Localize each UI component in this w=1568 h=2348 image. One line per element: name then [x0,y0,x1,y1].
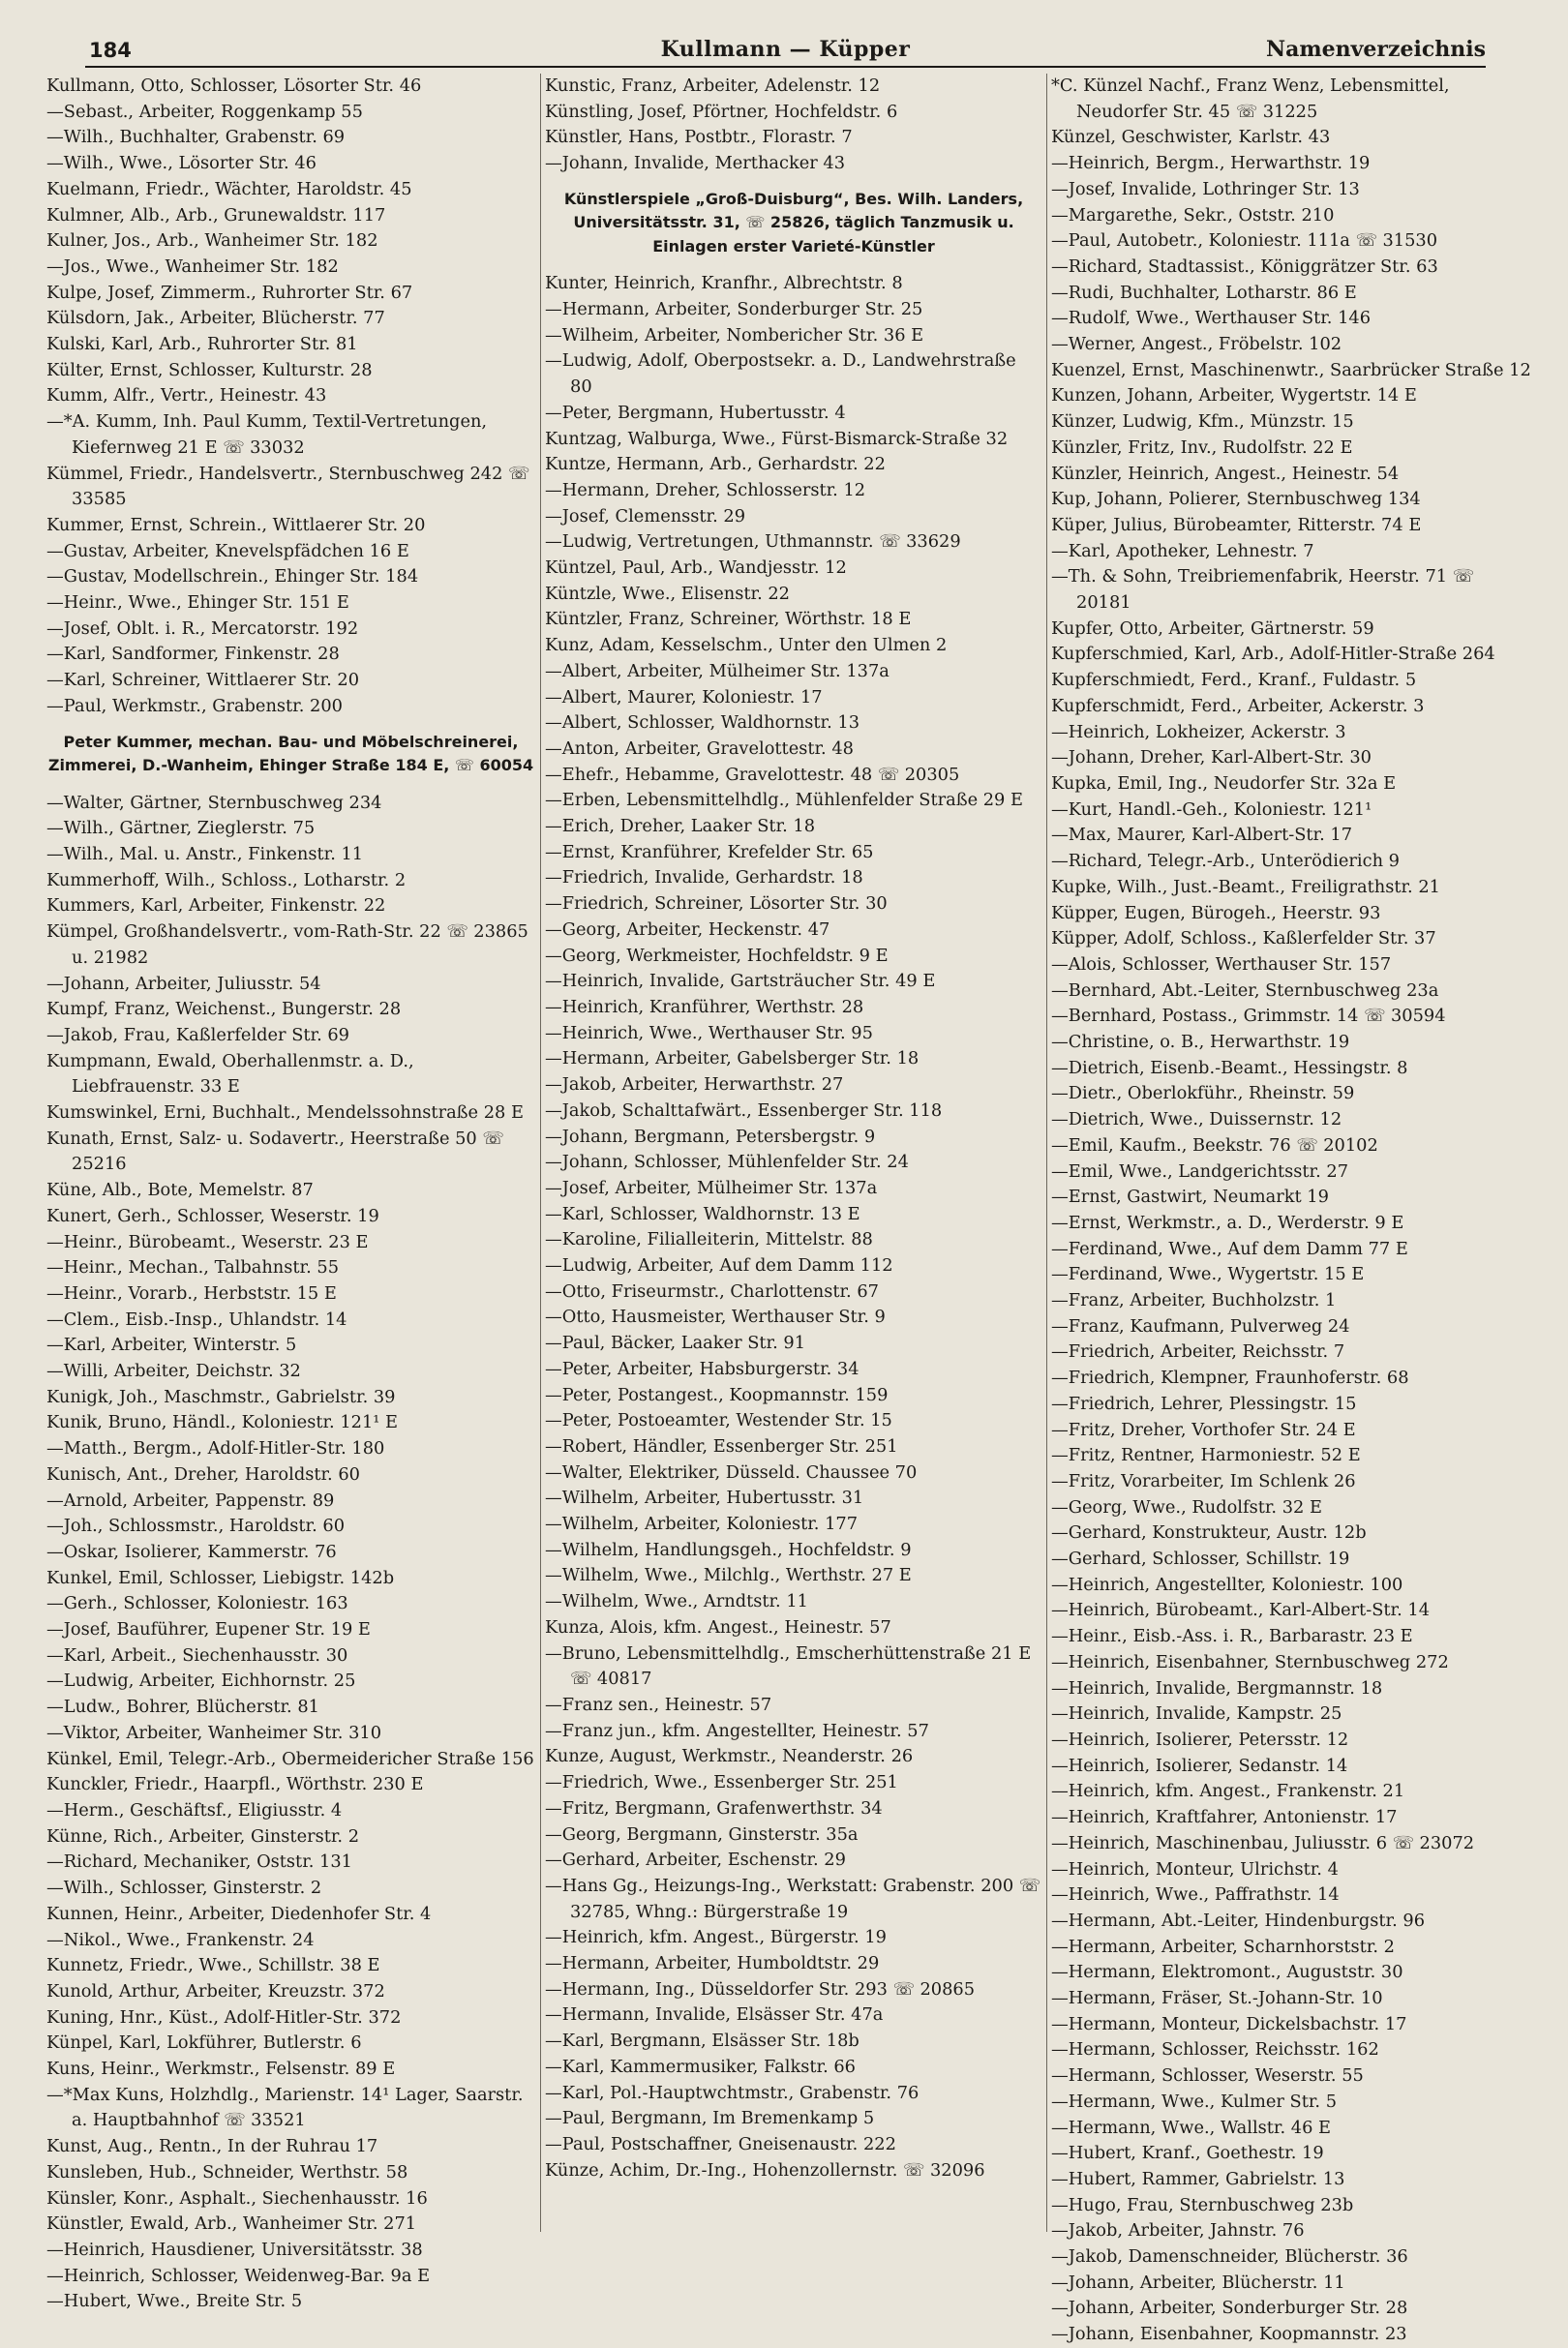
directory-entry: Külsdorn, Jak., Arbeiter, Blücherstr. 77 [46,308,385,329]
directory-entry: —Franz sen., Heinestr. 57 [545,1694,772,1715]
directory-entry: —Alois, Schlosser, Werthauser Str. 157 [1051,953,1392,975]
directory-entry: —Ernst, Kranführer, Krefelder Str. 65 [545,841,874,862]
directory-entry: Küper, Julius, Bürobeamter, Ritterstr. 74 E [1051,514,1422,535]
directory-entry: —Joh., Schlossmstr., Haroldstr. 60 [46,1516,346,1537]
directory-entry: —Johann, Arbeiter, Sonderburger Str. 28 [1051,2298,1408,2319]
directory-entry: —Walter, Gärtner, Sternbuschweg 234 [46,792,382,813]
directory-entry: Kunigk, Joh., Maschmstr., Gabrielstr. 39 [46,1386,396,1407]
directory-entry: —Clem., Eisb.-Insp., Uhlandstr. 14 [46,1309,347,1330]
directory-entry: —Bernhard, Abt.-Leiter, Sternbuschweg 23a [1051,979,1439,1001]
directory-entry: —Hermann, Schlosser, Reichsstr. 162 [1051,2039,1379,2061]
directory-entry: —Fritz, Dreher, Vorthofer Str. 24 E [1051,1419,1356,1440]
directory-entry: —Friedrich, Invalide, Gerhardstr. 18 [545,867,863,888]
directory-entry: —Johann, Arbeiter, Blücherstr. 11 [1051,2272,1345,2293]
directory-entry: —Jakob, Arbeiter, Jahnstr. 76 [1051,2220,1305,2242]
directory-entry: —Hugo, Frau, Sternbuschweg 23b [1051,2194,1354,2215]
directory-entry: Kumm, Alfr., Vertr., Heinestr. 43 [46,385,327,406]
directory-entry: —Paul, Postschaffner, Gneisenaustr. 222 [545,2133,896,2154]
directory-entry: —Paul, Bäcker, Laaker Str. 91 [545,1333,806,1354]
directory-entry: Kupferschmiedt, Ferd., Kranf., Fuldastr. 5 [1051,670,1417,691]
directory-entry: —Bruno, Lebensmittelhdlg., Emscherhüttenstraße 21 E ☏ 40817 [545,1642,1032,1690]
directory-entry: —Hermann, Schlosser, Weserstr. 55 [1051,2065,1364,2087]
directory-entry: —Hermann, Arbeiter, Humboldtstr. 29 [545,1953,880,1974]
directory-entry: —Richard, Mechaniker, Oststr. 131 [46,1851,352,1873]
directory-entry: —Heinr., Mechan., Talbahnstr. 55 [46,1257,340,1279]
directory-entry: Kup, Johann, Polierer, Sternbuschweg 134 [1051,489,1421,510]
directory-entry: —Hubert, Kranf., Goethestr. 19 [1051,2143,1324,2164]
directory-entry: —Wilhelm, Handlungsgeh., Hochfeldstr. 9 [545,1539,912,1560]
directory-entry: —Hermann, Fräser, St.-Johann-Str. 10 [1051,1988,1383,2009]
directory-entry: Künze, Achim, Dr.-Ing., Hohenzollernstr. ☏ 32096 [545,2159,985,2181]
directory-entry: —Hermann, Dreher, Schlosserstr. 12 [545,479,866,500]
directory-entry: —Georg, Werkmeister, Hochfeldstr. 9 E [545,945,889,966]
directory-entry: —Franz, Kaufmann, Pulverweg 24 [1051,1315,1350,1337]
directory-entry: —Sebast., Arbeiter, Roggenkamp 55 [46,101,363,122]
directory-entry: —Hermann, Invalide, Elsässer Str. 47a [545,2004,884,2026]
directory-entry: —Arnold, Arbeiter, Pappenstr. 89 [46,1490,335,1511]
directory-entry: Künzel, Geschwister, Karlstr. 43 [1051,127,1331,148]
directory-entry: —Jakob, Damenschneider, Blücherstr. 36 [1051,2246,1408,2268]
directory-entry: Kunsleben, Hub., Schneider, Werthstr. 58 [46,2161,408,2182]
directory-entry: —Ernst, Werkmstr., a. D., Werderstr. 9 E [1051,1212,1404,1233]
directory-entry: —Franz, Arbeiter, Buchholzstr. 1 [1051,1290,1337,1311]
directory-entry: —Josef, Invalide, Lothringer Str. 13 [1051,178,1360,199]
directory-entry: —Peter, Arbeiter, Habsburgerstr. 34 [545,1358,859,1379]
directory-entry: Kummers, Karl, Arbeiter, Finkenstr. 22 [46,895,386,917]
directory-entry: —Ludwig, Arbeiter, Eichhornstr. 25 [46,1671,356,1692]
directory-entry: —Heinrich, Wwe., Paffrathstr. 14 [1051,1884,1340,1906]
directory-entry: —Georg, Wwe., Rudolfstr. 32 E [1051,1496,1322,1518]
directory-entry: —Hermann, Abt.-Leiter, Hindenburgstr. 96 [1051,1910,1426,1931]
directory-entry: Kullmann, Otto, Schlosser, Lösorter Str. 46 [46,75,422,96]
directory-entry: —Gerhard, Schlosser, Schillstr. 19 [1051,1549,1350,1570]
directory-entry: Kunisch, Ant., Dreher, Haroldstr. 60 [46,1463,360,1485]
directory-entry: Küntzle, Wwe., Elisenstr. 22 [545,583,790,604]
directory-entry: —Max, Maurer, Karl-Albert-Str. 17 [1051,825,1353,846]
directory-entry: —Werner, Angest., Fröbelstr. 102 [1051,334,1342,355]
directory-entry: —Wilh., Wwe., Lösorter Str. 46 [46,153,317,174]
directory-entry: —Paul, Autobetr., Koloniestr. 111a ☏ 31530 [1051,230,1438,252]
directory-entry: —Hermann, Arbeiter, Sonderburger Str. 25 [545,299,923,320]
directory-entry: —Gerhard, Arbeiter, Eschenstr. 29 [545,1850,846,1871]
directory-entry: —Heinrich, Bürobeamt., Karl-Albert-Str. 14 [1051,1600,1431,1621]
directory-entry: —Heinr., Bürobeamt., Weserstr. 23 E [46,1231,369,1252]
directory-entry: —Heinr., Eisb.-Ass. i. R., Barbarastr. 23 E [1051,1626,1413,1647]
directory-entry: —Willi, Arbeiter, Deichstr. 32 [46,1361,301,1382]
column-middle [545,74,1042,2232]
directory-entry: —Jakob, Schalttafwärt., Essenberger Str. 118 [545,1099,943,1121]
directory-entry: —Georg, Bergmann, Ginsterstr. 35a [545,1823,859,1845]
directory-entry: —Oskar, Isolierer, Kammerstr. 76 [46,1541,337,1562]
directory-entry: Künstler, Hans, Postbtr., Florastr. 7 [545,127,853,148]
directory-entry: Künstling, Josef, Pförtner, Hochfeldstr. 6 [545,101,898,122]
directory-entry: Kupke, Wilh., Just.-Beamt., Freiligrathstr. 21 [1051,876,1440,897]
directory-entry: Künkel, Emil, Telegr.-Arb., Obermeidericher Straße 156 [46,1748,534,1769]
directory-entry: Kummerhoff, Wilh., Schloss., Lotharstr. 2 [46,869,407,890]
directory-entry: Künstler, Ewald, Arb., Wanheimer Str. 271 [46,2213,417,2235]
directory-entry: Küne, Alb., Bote, Memelstr. 87 [46,1180,314,1201]
directory-entry: Kunz, Adam, Kesselschm., Unter den Ulmen 2 [545,635,948,656]
directory-entry: —Josef, Clemensstr. 29 [545,505,746,527]
page-title: Kullmann — Küpper [660,37,911,62]
directory-entry: —Heinrich, Schlosser, Weidenweg-Bar. 9a E [46,2265,431,2286]
directory-entry: —Peter, Postoeamter, Westender Str. 15 [545,1410,892,1431]
directory-entry: Künzler, Heinrich, Angest., Heinestr. 54 [1051,463,1400,484]
directory-entry: —Emil, Kaufm., Beekstr. 76 ☏ 20102 [1051,1134,1378,1156]
directory-entry: Kummer, Ernst, Schrein., Wittlaerer Str. 20 [46,514,426,535]
directory-entry: —Rudi, Buchhalter, Lotharstr. 86 E [1051,282,1357,303]
directory-entry: —Dietr., Oberlokführ., Rheinstr. 59 [1051,1083,1355,1104]
directory-entry: —Hubert, Rammer, Gabrielstr. 13 [1051,2168,1345,2189]
directory-entry: —Karl, Arbeiter, Winterstr. 5 [46,1335,297,1356]
directory-entry: —Jakob, Arbeiter, Herwarthstr. 27 [545,1074,844,1096]
directory-entry: —Hermann, Wwe., Wallstr. 46 E [1051,2117,1332,2138]
directory-entry: —Josef, Oblt. i. R., Mercatorstr. 192 [46,617,359,639]
directory-entry: —Heinrich, Invalide, Bergmannstr. 18 [1051,1677,1383,1699]
directory-entry: Kulner, Jos., Arb., Wanheimer Str. 182 [46,230,378,252]
directory-entry: —Friedrich, Arbeiter, Reichsstr. 7 [1051,1341,1345,1363]
directory-entry: Küntzel, Paul, Arb., Wandjesstr. 12 [545,557,847,579]
directory-entry: —Hubert, Wwe., Breite Str. 5 [46,2291,303,2312]
directory-entry: —Heinrich, Maschinenbau, Juliusstr. 6 ☏ 23072 [1051,1832,1475,1853]
directory-entry: —Fritz, Vorarbeiter, Im Schlenk 26 [1051,1470,1356,1491]
directory-entry: —Franz jun., kfm. Angestellter, Heinestr. 57 [545,1720,929,1741]
directory-entry: Kunst, Aug., Rentn., In der Ruhrau 17 [46,2136,378,2157]
directory-entry: Kunnen, Heinr., Arbeiter, Diedenhofer Str. 4 [46,1903,432,1924]
section-title: Namenverzeichnis [1266,37,1486,62]
directory-entry: Kupka, Emil, Ing., Neudorfer Str. 32a E [1051,772,1397,794]
directory-entry: —Ludwig, Adolf, Oberpostsekr. a. D., Landwehrstraße 80 [545,350,1016,398]
directory-entry: —*A. Kumm, Inh. Paul Kumm, Textil-Vertretungen, Kiefernweg 21 E ☏ 33032 [46,411,488,458]
directory-entry: —Rudolf, Wwe., Werthauser Str. 146 [1051,308,1372,329]
directory-entry: —Robert, Händler, Essenberger Str. 251 [545,1435,898,1457]
directory-entry: —Albert, Maurer, Koloniestr. 17 [545,686,823,707]
directory-entry: —Richard, Telegr.-Arb., Unterödierich 9 [1051,851,1400,872]
directory-entry: —Erben, Lebensmittelhdlg., Mühlenfelder Straße 29 E [545,790,1024,811]
directory-entry: —Karoline, Filialleiterin, Mittelstr. 88 [545,1229,873,1250]
directory-entry: Kupferschmied, Karl, Arb., Adolf-Hitler-Straße 264 [1051,644,1495,665]
directory-entry: —*Max Kuns, Holzhdlg., Marienstr. 14¹ Lager, Saarstr. a. Hauptbahnhof ☏ 33521 [46,2084,524,2131]
directory-entry: —Hans Gg., Heizungs-Ing., Werkstatt: Grabenstr. 200 ☏ 32785, Whng.: Bürgerstraße 19 [545,1875,1041,1922]
directory-entry: —Walter, Elektriker, Düsseld. Chaussee 70 [545,1461,918,1483]
directory-entry: —Herm., Geschäftsf., Eligiusstr. 4 [46,1800,343,1821]
directory-entry: Kumpmann, Ewald, Oberhallenmstr. a. D., Liebfrauenstr. 33 E [46,1050,414,1098]
directory-entry: —Otto, Friseurmstr., Charlottenstr. 67 [545,1280,879,1302]
directory-entry: —Johann, Dreher, Karl-Albert-Str. 30 [1051,747,1372,768]
directory-entry: —Friedrich, Schreiner, Lösorter Str. 30 [545,893,888,915]
directory-entry: Külter, Ernst, Schlosser, Kulturstr. 28 [46,359,373,380]
directory-entry: *C. Künzel Nachf., Franz Wenz, Lebensmittel, Neudorfer Str. 45 ☏ 31225 [1051,75,1450,122]
directory-entry: —Ehefr., Hebamme, Gravelottestr. 48 ☏ 20305 [545,764,960,785]
directory-entry: —Otto, Hausmeister, Werthauser Str. 9 [545,1307,886,1328]
directory-entry: —Karl, Sandformer, Finkenstr. 28 [46,644,340,665]
directory-entry: Kunza, Alois, kfm. Angest., Heinestr. 57 [545,1616,891,1638]
directory-entry: —Heinrich, kfm. Angest., Frankenstr. 21 [1051,1781,1405,1802]
column-divider [540,74,541,2232]
directory-entry: —Heinrich, Bergm., Herwarthstr. 19 [1051,153,1371,174]
directory-entry: —Margarethe, Sekr., Oststr. 210 [1051,204,1335,226]
directory-entry: —Wilheim, Arbeiter, Nombericher Str. 36 E [545,324,924,346]
directory-entry: —Heinrich, Kraftfahrer, Antonienstr. 17 [1051,1807,1398,1828]
directory-entry: Küpper, Eugen, Bürogeh., Heerstr. 93 [1051,902,1381,923]
directory-entry: Kunzen, Johann, Arbeiter, Wygertstr. 14 E [1051,385,1417,406]
directory-entry: —Wilh., Schlosser, Ginsterstr. 2 [46,1878,322,1899]
directory-entry: Küntzler, Franz, Schreiner, Wörthstr. 18 E [545,609,912,630]
directory-entry: —Gerhard, Konstrukteur, Austr. 12b [1051,1522,1367,1544]
advertisement-block: Peter Kummer, mechan. Bau- und Möbelschreinerei, Zimmerei, D.-Wanheim, Ehinger Straße 184 E, ☏ 60054 [47,732,534,775]
directory-entry: —Ludwig, Vertretungen, Uthmannstr. ☏ 33629 [545,531,961,553]
directory-entry: Küpper, Adolf, Schloss., Kaßlerfelder Str. 37 [1051,928,1436,949]
directory-entry: —Wilhelm, Arbeiter, Koloniestr. 177 [545,1514,859,1535]
directory-entry: Kumswinkel, Erni, Buchhalt., Mendelssohnstraße 28 E [46,1102,524,1124]
directory-entry: —Heinrich, Lokheizer, Ackerstr. 3 [1051,721,1346,742]
directory-entry: Künzler, Fritz, Inv., Rudolfstr. 22 E [1051,436,1353,458]
directory-entry: —Heinrich, Hausdiener, Universitätsstr. 38 [46,2239,423,2260]
directory-entry: —Wilhelm, Arbeiter, Hubertusstr. 31 [545,1488,864,1509]
directory-entry: Kunert, Gerh., Schlosser, Weserstr. 19 [46,1205,379,1226]
directory-entry: —Wilhelm, Wwe., Milchlg., Werthstr. 27 E [545,1565,912,1586]
directory-entry: Kupfer, Otto, Arbeiter, Gärtnerstr. 59 [1051,617,1374,639]
directory-entry: Kuntzag, Walburga, Wwe., Fürst-Bismarck-Straße 32 [545,428,1009,449]
directory-entry: —Kurt, Handl.-Geh., Koloniestr. 121¹ [1051,798,1372,820]
directory-entry: —Th. & Sohn, Treibriemenfabrik, Heerstr. 71 ☏ 20181 [1051,566,1474,614]
directory-entry: Kuntze, Hermann, Arb., Gerhardstr. 22 [545,454,886,475]
directory-entry: —Emil, Wwe., Landgerichtsstr. 27 [1051,1160,1349,1182]
directory-entry: —Ferdinand, Wwe., Auf dem Damm 77 E [1051,1238,1408,1259]
directory-entry: Kunter, Heinrich, Kranfhr., Albrechtstr. 8 [545,273,903,294]
directory-entry: —Heinrich, kfm. Angest., Bürgerstr. 19 [545,1927,887,1948]
directory-entry: —Jakob, Frau, Kaßlerfelder Str. 69 [46,1024,349,1045]
directory-entry: —Paul, Werkmstr., Grabenstr. 200 [46,695,343,716]
directory-entry: —Heinr., Vorarb., Herbststr. 15 E [46,1282,337,1304]
directory-entry: —Josef, Bauführer, Eupener Str. 19 E [46,1619,371,1641]
directory-entry: —Heinrich, Angestellter, Koloniestr. 100 [1051,1574,1403,1595]
directory-entry: Künsler, Konr., Asphalt., Siechenhausstr. 16 [46,2187,428,2209]
directory-entry: —Heinrich, Wwe., Werthauser Str. 95 [545,1022,873,1043]
directory-entry: Kuenzel, Ernst, Maschinenwtr., Saarbrücker Straße 12 [1051,359,1531,380]
column-divider [1046,74,1047,2232]
directory-entry: Kulpe, Josef, Zimmerm., Ruhrorter Str. 67 [46,282,413,303]
directory-entry: —Karl, Schlosser, Waldhornstr. 13 E [545,1203,860,1224]
directory-entry: —Heinrich, Eisenbahner, Sternbuschweg 272 [1051,1651,1449,1672]
directory-entry: —Hermann, Wwe., Kulmer Str. 5 [1051,2091,1338,2112]
directory-entry: Kunstic, Franz, Arbeiter, Adelenstr. 12 [545,75,881,96]
directory-entry: —Christine, o. B., Herwarthstr. 19 [1051,1032,1350,1053]
directory-entry: Kuns, Heinr., Werkmstr., Felsenstr. 89 E [46,2059,396,2080]
directory-entry: —Karl, Arbeit., Siechenhausstr. 30 [46,1644,348,1666]
directory-entry: —Karl, Apotheker, Lehnestr. 7 [1051,540,1314,561]
directory-entry: —Fritz, Bergmann, Grafenwerthstr. 34 [545,1797,883,1819]
directory-entry: —Heinrich, Invalide, Gartsträucher Str. 49 E [545,971,936,992]
directory-entry: —Ferdinand, Wwe., Wygertstr. 15 E [1051,1264,1365,1285]
directory-entry: —Friedrich, Wwe., Essenberger Str. 251 [545,1772,898,1793]
directory-entry: —Hermann, Arbeiter, Scharnhorststr. 2 [1051,1936,1395,1957]
advertisement-block: Künstlerspiele „Groß-Duisburg“, Bes. Wilh. Landers, Universitätsstr. 31, ☏ 25826, täglich Tanzmusik u. Einlagen erster Varieté-Künstler [563,189,1024,256]
directory-entry: Kunze, August, Werkmstr., Neanderstr. 26 [545,1746,914,1767]
directory-entry: —Heinrich, Isolierer, Sedanstr. 14 [1051,1755,1348,1776]
directory-entry: —Nikol., Wwe., Frankenstr. 24 [46,1929,315,1950]
directory-entry: Kulmner, Alb., Arb., Grunewaldstr. 117 [46,204,386,226]
directory-entry: —Ludw., Bohrer, Blücherstr. 81 [46,1697,319,1718]
directory-entry: —Josef, Arbeiter, Mülheimer Str. 137a [545,1177,878,1198]
directory-entry: Kümmel, Friedr., Handelsvertr., Sternbuschweg 242 ☏ 33585 [46,463,530,510]
page-number: 184 [89,39,132,62]
directory-entry: —Johann, Bergmann, Petersbergstr. 9 [545,1126,876,1147]
directory-entry: —Dietrich, Wwe., Duissernstr. 12 [1051,1109,1342,1130]
directory-entry: —Wilh., Mal. u. Anstr., Finkenstr. 11 [46,843,364,864]
directory-entry: —Heinrich, Invalide, Kampstr. 25 [1051,1703,1342,1725]
directory-entry: —Jos., Wwe., Wanheimer Str. 182 [46,256,339,277]
directory-entry: —Hermann, Elektromont., Auguststr. 30 [1051,1962,1403,1983]
directory-entry: Kulski, Karl, Arb., Ruhrorter Str. 81 [46,334,358,355]
directory-entry: —Karl, Schreiner, Wittlaerer Str. 20 [46,670,360,691]
directory-entry: Kuning, Hnr., Küst., Adolf-Hitler-Str. 372 [46,2006,402,2028]
directory-entry: —Ernst, Gastwirt, Neumarkt 19 [1051,1187,1329,1208]
directory-entry: —Dietrich, Eisenb.-Beamt., Hessingstr. 8 [1051,1057,1408,1078]
column-right [1051,74,1531,2345]
directory-entry: Kunckler, Friedr., Haarpfl., Wörthstr. 230 E [46,1774,424,1795]
directory-entry: —Richard, Stadtassist., Königgrätzer Str. 63 [1051,256,1438,277]
directory-entry: —Bernhard, Postass., Grimmstr. 14 ☏ 30594 [1051,1006,1446,1027]
directory-entry: Künzer, Ludwig, Kfm., Münzstr. 15 [1051,411,1354,433]
directory-entry: Künne, Rich., Arbeiter, Ginsterstr. 2 [46,1825,360,1847]
directory-entry: —Paul, Bergmann, Im Bremenkamp 5 [545,2108,875,2129]
directory-entry: —Karl, Bergmann, Elsässer Str. 18b [545,2031,859,2052]
directory-entry: Künpel, Karl, Lokführer, Butlerstr. 6 [46,2032,362,2054]
directory-entry: —Peter, Postangest., Koopmannstr. 159 [545,1384,889,1405]
column-left [46,74,535,2312]
directory-entry: —Viktor, Arbeiter, Wanheimer Str. 310 [46,1722,382,1743]
directory-entry: —Johann, Schlosser, Mühlenfelder Str. 24 [545,1152,909,1173]
directory-entry: —Wilh., Buchhalter, Grabenstr. 69 [46,127,346,148]
directory-entry: —Johann, Eisenbahner, Koopmannstr. 23 [1051,2324,1407,2345]
directory-entry: —Ludwig, Arbeiter, Auf dem Damm 112 [545,1255,893,1277]
directory-entry: Kunnetz, Friedr., Wwe., Schillstr. 38 E [46,1955,380,1976]
directory-entry: —Erich, Dreher, Laaker Str. 18 [545,816,816,837]
directory-entry: —Wilh., Gärtner, Zieglerstr. 75 [46,818,316,839]
directory-entry: —Karl, Pol.-Hauptwchtmstr., Grabenstr. 76 [545,2082,920,2103]
directory-entry: —Gustav, Arbeiter, Knevelspfädchen 16 E [46,540,409,561]
directory-entry: Kunkel, Emil, Schlosser, Liebigstr. 142b [46,1567,395,1588]
page-header [85,37,1486,68]
directory-entry: Kunath, Ernst, Salz- u. Sodavertr., Heerstraße 50 ☏ 25216 [46,1128,504,1175]
directory-entry: Kümpel, Großhandelsvertr., vom-Rath-Str. 22 ☏ 23865 u. 21982 [46,921,528,968]
directory-entry: —Friedrich, Klempner, Fraunhoferstr. 68 [1051,1368,1409,1389]
directory-entry: Kunik, Bruno, Händl., Koloniestr. 121¹ E [46,1412,399,1433]
directory-entry: —Karl, Kammermusiker, Falkstr. 66 [545,2056,856,2077]
directory-entry: —Gerh., Schlosser, Koloniestr. 163 [46,1593,348,1614]
directory-entry: —Anton, Arbeiter, Gravelottestr. 48 [545,738,854,759]
directory-entry: —Heinr., Wwe., Ehinger Str. 151 E [46,592,349,614]
directory-entry: —Hermann, Ing., Düsseldorfer Str. 293 ☏ 20865 [545,1978,976,2000]
directory-entry: —Fritz, Rentner, Harmoniestr. 52 E [1051,1445,1361,1466]
directory-entry: —Georg, Arbeiter, Heckenstr. 47 [545,918,830,940]
directory-entry: —Johann, Invalide, Merthacker 43 [545,153,846,174]
directory-entry: Kupferschmidt, Ferd., Arbeiter, Ackerstr. 3 [1051,695,1425,716]
directory-entry: —Johann, Arbeiter, Juliusstr. 54 [46,973,321,994]
directory-entry: —Hermann, Monteur, Dickelsbachstr. 17 [1051,2013,1407,2034]
directory-entry: —Heinrich, Kranführer, Werthstr. 28 [545,997,864,1017]
directory-entry: —Peter, Bergmann, Hubertusstr. 4 [545,402,846,423]
directory-entry: Kuelmann, Friedr., Wächter, Haroldstr. 45 [46,178,412,199]
directory-entry: —Wilhelm, Wwe., Arndtstr. 11 [545,1591,808,1612]
directory-entry: —Heinrich, Monteur, Ulrichstr. 4 [1051,1858,1339,1880]
directory-entry: —Friedrich, Lehrer, Plessingstr. 15 [1051,1393,1357,1414]
directory-entry: —Albert, Arbeiter, Mülheimer Str. 137a [545,660,890,681]
directory-entry: —Gustav, Modellschrein., Ehinger Str. 184 [46,566,419,587]
directory-entry: —Heinrich, Isolierer, Petersstr. 12 [1051,1730,1349,1750]
directory-entry: —Hermann, Arbeiter, Gabelsberger Str. 18 [545,1048,920,1069]
directory-entry: —Matth., Bergm., Adolf-Hitler-Str. 180 [46,1438,385,1460]
directory-entry: Kunold, Arthur, Arbeiter, Kreuzstr. 372 [46,1980,385,2002]
directory-entry: —Albert, Schlosser, Waldhornstr. 13 [545,712,860,734]
directory-entry: Kumpf, Franz, Weichenst., Bungerstr. 28 [46,999,402,1020]
